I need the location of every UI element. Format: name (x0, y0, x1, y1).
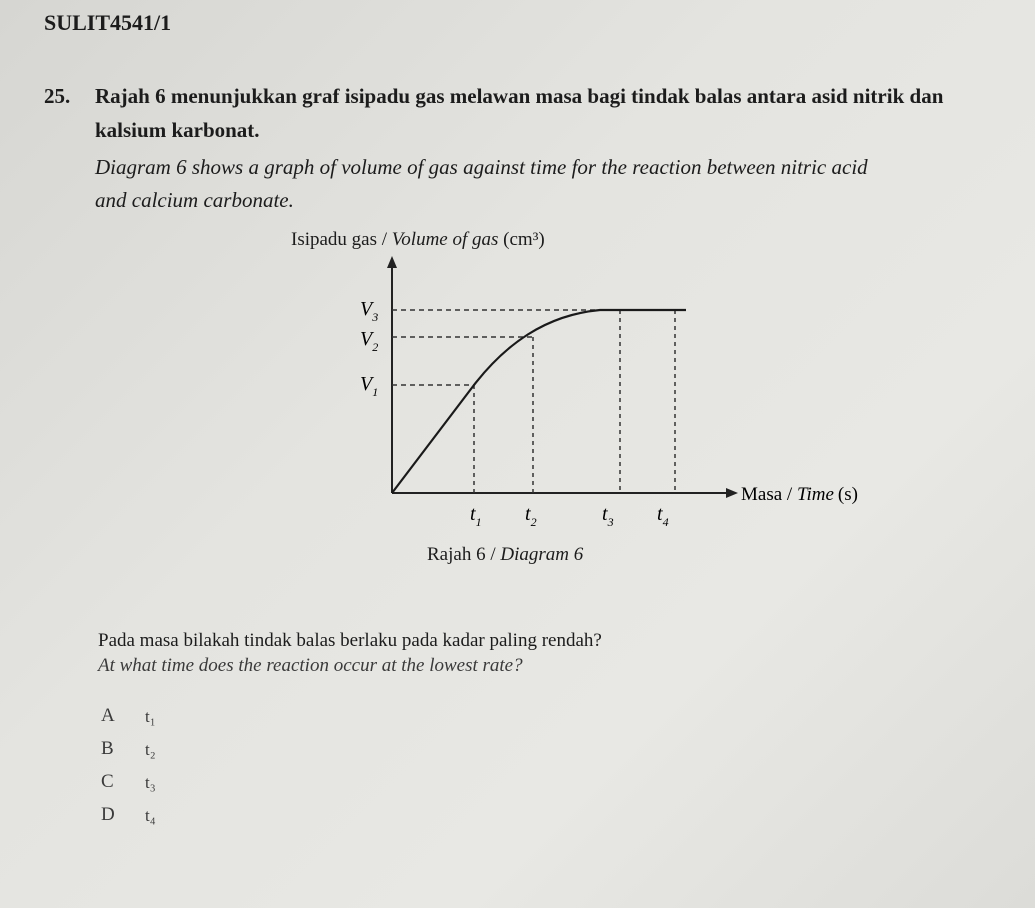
y-axis-arrow (387, 256, 397, 268)
y-axis-label-ms: Isipadu gas / (291, 229, 392, 250)
x-tick-t2: $t_2$ (525, 503, 537, 529)
question-prompt-en: At what time does the reaction occur at the lowest rate? (98, 655, 523, 676)
question-intro-ms-line2: kalsium karbonat. (95, 118, 260, 142)
option-a-letter[interactable]: A (101, 705, 115, 726)
x-axis-arrow (726, 488, 738, 498)
question-prompt-ms: Pada masa bilakah tindak balas berlaku pada kadar paling rendah? (98, 630, 602, 651)
option-a-value[interactable]: t₁ (145, 707, 156, 726)
volume-curve (392, 310, 686, 493)
question-number: 25. (44, 84, 71, 108)
option-d-value[interactable]: t₄ (145, 806, 156, 825)
y-tick-v3: $V_3$ (360, 298, 379, 324)
x-axis-label: Masa / Time (s) (741, 484, 858, 505)
option-d-letter[interactable]: D (101, 804, 115, 825)
option-b-value[interactable]: t₂ (145, 740, 156, 759)
caption-ms: Rajah 6 / (427, 544, 501, 565)
y-axis-unit: (cm³) (503, 229, 545, 250)
question-intro-ms-line1: Rajah 6 menunjukkan graf isipadu gas melawan masa bagi tindak balas antara asid nitrik dan (95, 84, 944, 108)
caption-en: Diagram 6 (500, 544, 584, 565)
question-intro-en-line2: and calcium carbonate. (95, 188, 294, 212)
y-axis-label-en: Volume of gas (391, 229, 499, 250)
y-tick-v1: $V_1$ (360, 373, 379, 399)
option-b-letter[interactable]: B (101, 738, 114, 759)
x-tick-t3: $t_3$ (602, 503, 614, 529)
x-tick-t4: $t_4$ (657, 503, 669, 529)
option-c-value[interactable]: t₃ (145, 773, 156, 792)
paper-code: SULIT4541/1 (44, 10, 172, 35)
x-tick-t1: $t_1$ (470, 503, 482, 529)
diagram-caption (427, 544, 583, 566)
question-intro-en-line1: Diagram 6 shows a graph of volume of gas against time for the reaction between nitric acid (95, 155, 868, 179)
option-c-letter[interactable]: C (101, 771, 114, 792)
y-tick-v2: $V_2$ (360, 328, 379, 354)
